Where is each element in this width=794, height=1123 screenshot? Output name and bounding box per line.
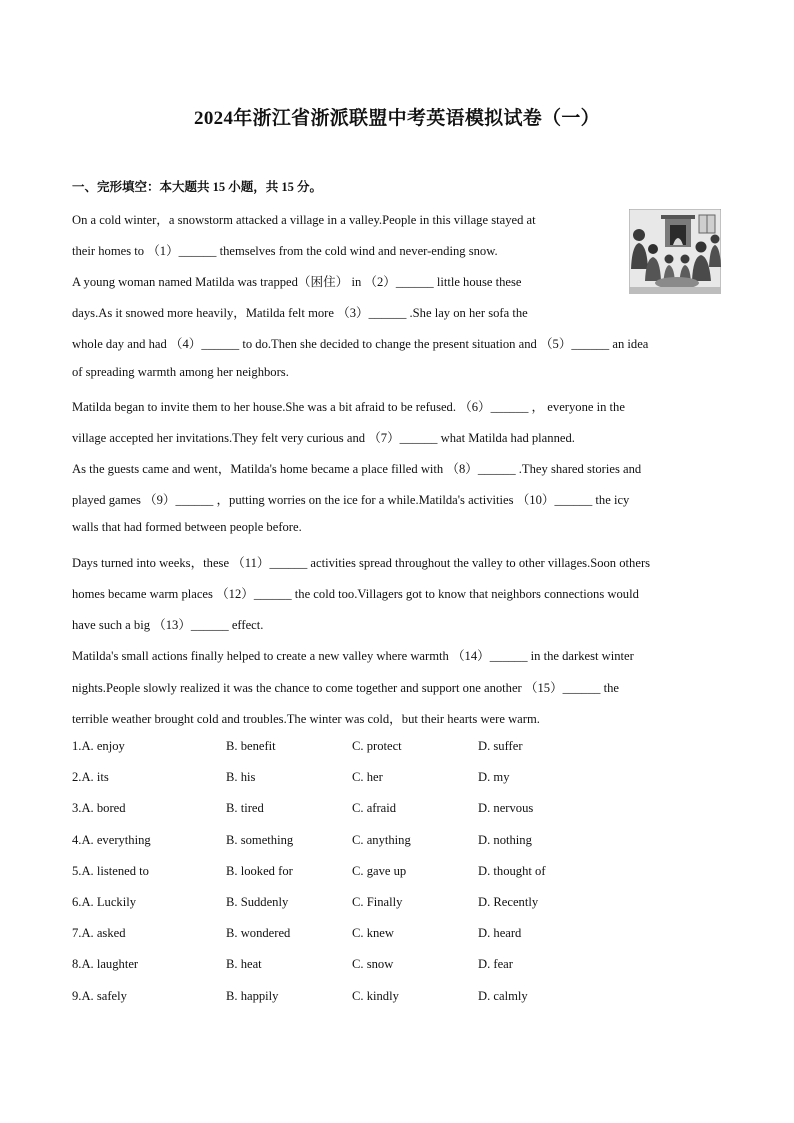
option-b: B. Suddenly bbox=[226, 895, 289, 909]
question-8 bbox=[72, 957, 138, 972]
question-number: 9. bbox=[72, 989, 82, 1003]
question-number: 3. bbox=[72, 801, 82, 815]
passage-line: village accepted her invitations.They felt very curious and （7）______ what Matilda had planned. bbox=[72, 431, 575, 445]
option-b: B. his bbox=[226, 770, 256, 784]
section-header: 一、完形填空：本大题共 15 小题，共 15 分。 bbox=[72, 180, 323, 194]
option-a: A. listened to bbox=[81, 864, 149, 878]
exam-title: 2024年浙江省浙派联盟中考英语模拟试卷（一） bbox=[194, 108, 600, 129]
option-b: B. something bbox=[226, 833, 294, 847]
passage-line: have such a big （13）______ effect. bbox=[72, 618, 264, 632]
question-5 bbox=[72, 864, 149, 879]
passage-line: As the guests came and went，Matilda's home became a place filled with （8）______ .They shared stories and bbox=[72, 462, 642, 476]
option-a: A. bored bbox=[81, 801, 126, 815]
option-a: A. everything bbox=[81, 833, 151, 847]
passage-line: Matilda began to invite them to her house.She was a bit afraid to be refused. （6）______ ， everyone in the bbox=[72, 400, 625, 414]
question-2 bbox=[72, 770, 109, 785]
passage-line: homes became warm places （12）______ the cold too.Villagers got to know that neighbors connections would bbox=[72, 587, 639, 601]
question-6 bbox=[72, 895, 136, 910]
option-a: A. asked bbox=[81, 926, 126, 940]
option-b: B. wondered bbox=[226, 926, 291, 940]
option-c: C. gave up bbox=[352, 864, 407, 878]
option-d: D. nervous bbox=[478, 801, 534, 815]
passage-line: of spreading warmth among her neighbors. bbox=[72, 365, 289, 379]
passage-line: Days turned into weeks，these （11）______ activities spread throughout the valley to other villages.Soon others bbox=[72, 556, 651, 570]
option-d: D. nothing bbox=[478, 833, 532, 847]
passage-line: played games （9）______ ，putting worries on the ice for a while.Matilda's activities （10）______ the icy bbox=[72, 493, 630, 507]
question-number: 7. bbox=[72, 926, 82, 940]
option-c: C. her bbox=[352, 770, 383, 784]
question-9 bbox=[72, 989, 127, 1004]
option-d: D. thought of bbox=[478, 864, 546, 878]
question-number: 4. bbox=[72, 833, 82, 847]
option-d: D. my bbox=[478, 770, 510, 784]
passage-line: their homes to （1）______ themselves from the cold wind and never-ending snow. bbox=[72, 244, 498, 258]
question-number: 2. bbox=[72, 770, 82, 784]
passage-line: terrible weather brought cold and troubles.The winter was cold，but their hearts were warm. bbox=[72, 712, 540, 726]
question-number: 1. bbox=[72, 739, 82, 753]
question-4 bbox=[72, 833, 151, 848]
question-3 bbox=[72, 801, 126, 816]
option-a: A. laughter bbox=[81, 957, 139, 971]
option-c: C. afraid bbox=[352, 801, 397, 815]
option-b: B. tired bbox=[226, 801, 264, 815]
question-number: 8. bbox=[72, 957, 82, 971]
fireside-gathering-illustration bbox=[629, 209, 721, 294]
question-1 bbox=[72, 739, 125, 754]
option-a: A. enjoy bbox=[81, 739, 125, 753]
passage-line: On a cold winter，a snowstorm attacked a village in a valley.People in this village stayed at bbox=[72, 213, 536, 227]
option-c: C. kindly bbox=[352, 989, 399, 1003]
option-b: B. benefit bbox=[226, 739, 276, 753]
option-c: C. Finally bbox=[352, 895, 403, 909]
passage-line: Matilda's small actions finally helped to create a new valley where warmth （14）______ in the darkest winter bbox=[72, 649, 634, 663]
option-c: C. protect bbox=[352, 739, 402, 753]
question-number: 5. bbox=[72, 864, 82, 878]
option-a: A. Luckily bbox=[81, 895, 137, 909]
option-b: B. happily bbox=[226, 989, 279, 1003]
option-b: B. looked for bbox=[226, 864, 293, 878]
option-a: A. its bbox=[81, 770, 109, 784]
option-d: D. calmly bbox=[478, 989, 528, 1003]
passage-line: whole day and had （4）______ to do.Then she decided to change the present situation and （5）______ an idea bbox=[72, 337, 649, 351]
option-b: B. heat bbox=[226, 957, 262, 971]
option-d: D. suffer bbox=[478, 739, 523, 753]
passage-line: A young woman named Matilda was trapped（困住） in （2）______ little house these bbox=[72, 275, 522, 289]
passage-line: walls that had formed between people before. bbox=[72, 520, 302, 534]
option-c: C. anything bbox=[352, 833, 411, 847]
question-7 bbox=[72, 926, 126, 941]
option-c: C. knew bbox=[352, 926, 394, 940]
option-d: D. fear bbox=[478, 957, 513, 971]
passage-line: days.As it snowed more heavily，Matilda felt more （3）______ .She lay on her sofa the bbox=[72, 306, 528, 320]
question-number: 6. bbox=[72, 895, 82, 909]
option-c: C. snow bbox=[352, 957, 394, 971]
option-d: D. heard bbox=[478, 926, 522, 940]
passage-line: nights.People slowly realized it was the chance to come together and support one another （15）______ the bbox=[72, 681, 619, 695]
option-a: A. safely bbox=[81, 989, 127, 1003]
option-d: D. Recently bbox=[478, 895, 539, 909]
